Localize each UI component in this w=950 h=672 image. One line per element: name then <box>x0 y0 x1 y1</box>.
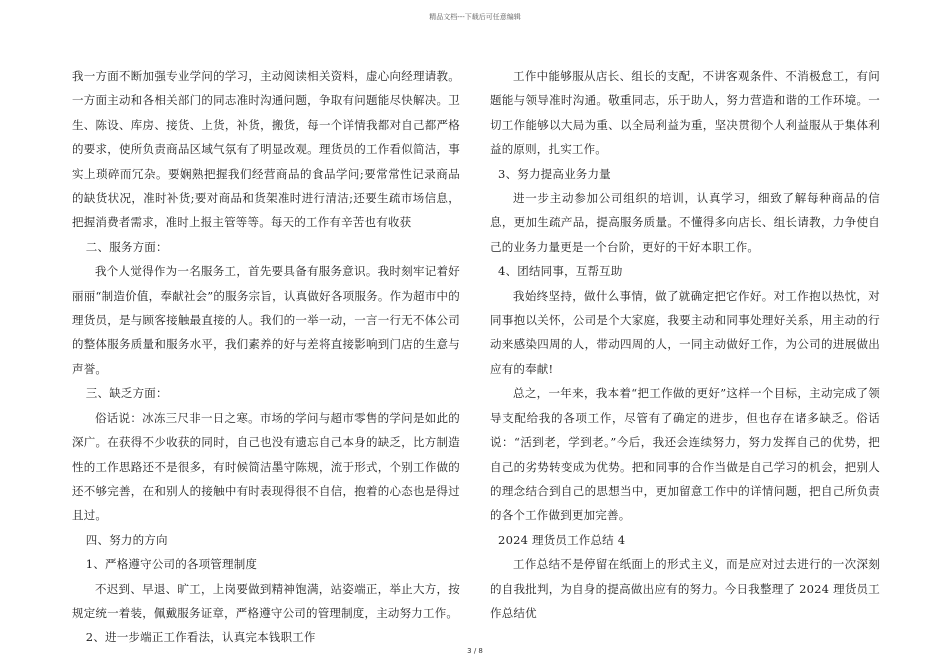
subheading-skills: 3、努力提高业务力量 <box>498 166 611 181</box>
subheading-attitude: 2、进一步端正工作看法，认真完本钱职工作 <box>85 630 316 645</box>
section-title-summary-4: 2024 理货员工作总结 4 <box>498 532 626 547</box>
left-column <box>72 64 460 650</box>
paragraph-teamwork: 我始终坚持，做什么事情，做了就确定把它作好。对工作抱以热忱，对同事抱以关怀，公司是个大家庭，我要主动和同事处理好关系，用主动的行动来感染四周的人，带动四周的人，一同主动做好工作，为公司的进展做出应有的奉献! <box>490 288 880 376</box>
page-number: 3 / 8 <box>467 647 483 655</box>
subheading-teamwork: 4、团结同事，互帮互助 <box>498 264 623 279</box>
paragraph-shortcomings: 俗话说：冰冻三尺非一日之寒。市场的学问与超市零售的学问是如此的深广。在获得不少收获的同时，自己也没有遗忘自己本身的缺乏，比方制造性的工作思路还不是很多，有时候简洁墨守陈规，流于形式，个别工作做的还不够完善，在和别人的接触中有时表现得很不自信，抱着的心态也是得过且过。 <box>72 410 460 523</box>
paragraph-obey: 工作中能够服从店长、组长的支配，不讲客观条件、不消极怠工，有问题能与领导准时沟通。敬重同志，乐于助人，努力营造和谐的工作环境。一切工作能够以大局为重、以全局利益为重，坚决贯彻个人利益服从于集体利益的原则，扎实工作。 <box>490 69 880 157</box>
page-header: 精品文档---下载后可任意编辑 <box>429 13 521 21</box>
section-heading-service: 二、服务方面： <box>85 239 168 254</box>
section-heading-direction: 四、努力的方向 <box>85 532 168 547</box>
subheading-rules: 1、严格遵守公司的各项管理制度 <box>85 557 258 572</box>
paragraph-service: 我个人觉得作为一名服务工，首先要具备有服务意识。我时刻牢记着好丽丽“制造价值，奉献社会”的服务宗旨，认真做好各项服务。作为超市中的理货员，是与顾客接触最直接的人。我们的一举一动，一言一行无不体公司的整体服务质量和服务水平，我们素养的好与差将直接影响到门店的生意与声誉。 <box>72 264 460 376</box>
section-heading-shortcomings: 三、缺乏方面： <box>85 386 168 401</box>
paragraph-rules: 不迟到、早退、旷工，上岗要做到精神饱满，站姿端正，举止大方，按规定统一着装，佩戴服务证章，严格遵守公司的管理制度，主动努力工作。 <box>72 581 460 620</box>
paragraph-summary-4-intro: 工作总结不是停留在纸面上的形式主义，而是应对过去进行的一次深刻的自我批判，为自身的提高做出应有的努力。今日我整理了 2024 理货员工作总结优 <box>490 557 880 620</box>
right-column <box>490 64 880 625</box>
paragraph-summary: 总之，一年来，我本着“把工作做的更好”这样一个目标，主动完成了领导支配给我的各项工作，尽管有了确定的进步，但也存在诸多缺乏。俗话说：“活到老，学到老。”今后，我还会连续努力，努力发挥自己的优势，把自己的劣势转变成为优势。把和同事的合作当做是自己学习的机会，把别人的理念结合到自己的思想当中，更加留意工作中的详情问题，把自己所负责的各个工作做到更加完善。 <box>490 386 880 523</box>
paragraph-work-details: 我一方面不断加强专业学问的学习，主动阅读相关资料，虚心向经理请教。一方面主动和各相关部门的同志准时沟通问题，争取有问题能尽快解决。卫生、陈设、库房、接货、上货，补货，搬货，每一个详情我都对自己都严格的要求，使所负责商品区域气氛有了明显改观。理货员的工作看似简洁，事实上琐碎而冗杂。要娴熟把握我们经营商品的食品学问;要常常性记录商品的缺货状况，准时补货;要对商品和货架准时进行清洁;还要生疏市场信息，把握消费者需求，准时上报主管等等。每天的工作有辛苦也有收获 <box>72 69 460 230</box>
paragraph-skills: 进一步主动参加公司组织的培训，认真学习，细致了解每种商品的信息，更加生疏产品，提高服务质量。不懂得多向店长、组长请教，力争使自己的业务力量更是一个台阶，更好的干好本职工作。 <box>490 191 880 254</box>
